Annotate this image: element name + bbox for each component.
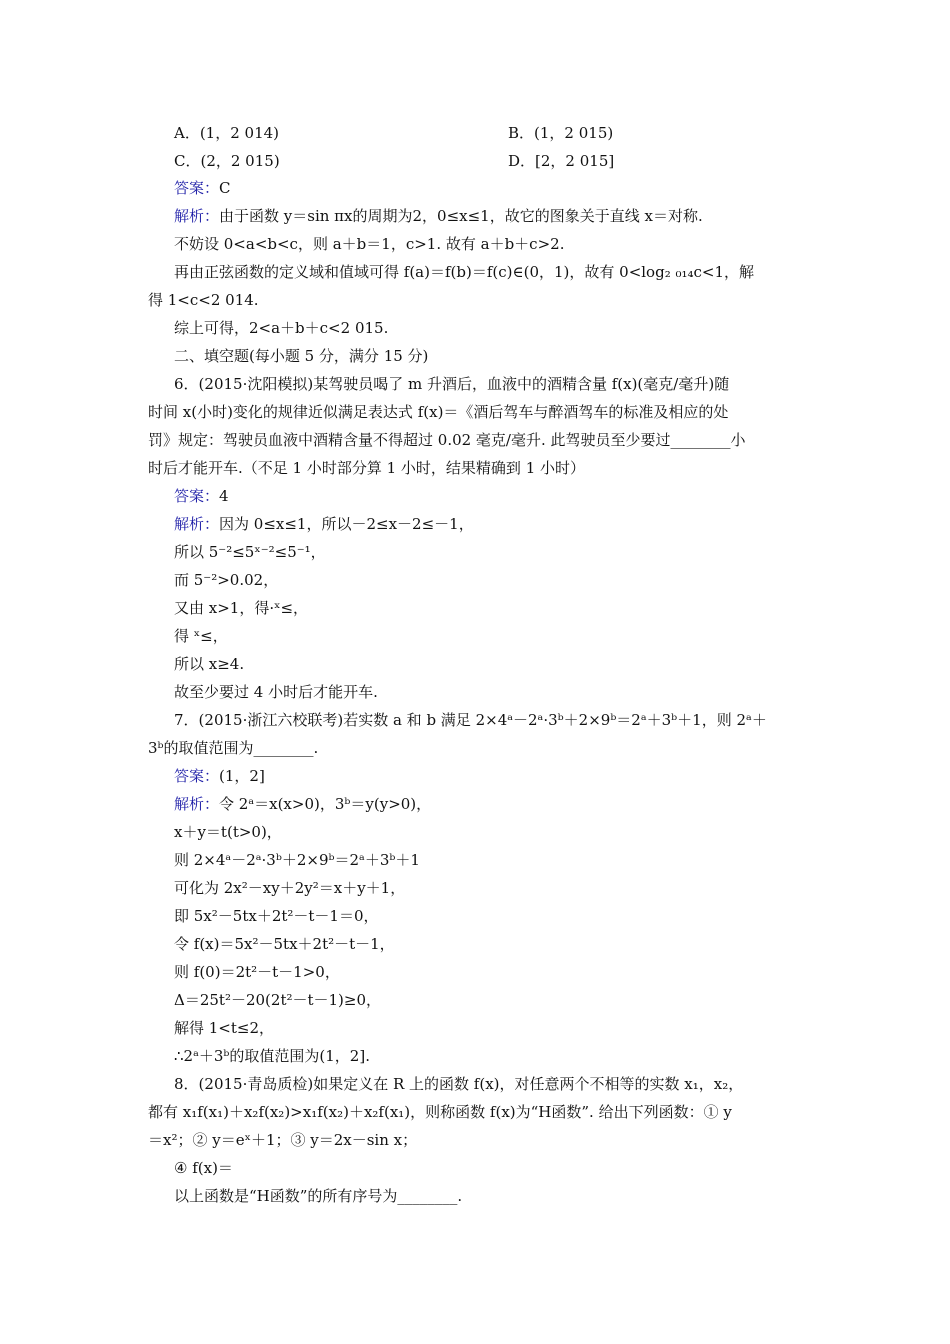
q7-analysis-line-6: 令 f(x)＝5x²－5tx＋2t²－t－1， [174, 935, 395, 953]
q8-stem-line-3: ＝x²；② y＝eˣ＋1；③ y＝2x－sin x； [148, 1131, 418, 1149]
q7-stem-line-2: 3ᵇ的取值范围为________. [148, 739, 319, 757]
analysis-text: 由于函数 y＝sin πx的周期为2，0≤x≤1，故它的图象关于直线 x＝对称. [219, 207, 703, 225]
q8-stem-line-2: 都有 x₁f(x₁)＋x₂f(x₂)>x₁f(x₂)＋x₂f(x₁)，则称函数 f(x)为“H函数”. 给出下列函数：① y [148, 1103, 732, 1121]
q5-analysis-line-2: 不妨设 0<a<b<c，则 a＋b＝1，c>1. 故有 a＋b＋c>2. [174, 235, 565, 253]
q8-stem-line-1: 8．(2015·青岛质检)如果定义在 R 上的函数 f(x)，对任意两个不相等的实数 x₁，x₂， [174, 1075, 744, 1093]
analysis-label: 解析： [174, 207, 220, 225]
q5-analysis-line-5: 综上可得，2<a＋b＋c<2 015. [174, 319, 389, 337]
q7-analysis-line-7: 则 f(0)＝2t²－t－1>0， [174, 963, 340, 981]
q7-analysis-line-9: 解得 1<t≤2， [174, 1019, 275, 1037]
answer-label: 答案： [174, 767, 220, 785]
q7-answer-line [174, 766, 265, 786]
q7-analysis-line-10: ∴2ᵃ＋3ᵇ的取值范围为(1，2]. [174, 1047, 370, 1065]
q6-analysis-line-1 [174, 514, 474, 534]
q6-analysis-line-6: 所以 x≥4. [174, 655, 245, 673]
q6-stem-line-2: 时间 x(小时)变化的规律近似满足表达式 f(x)＝《酒后驾车与醉酒驾车的标准及相应的处 [148, 403, 729, 421]
answer-value: 4 [219, 487, 229, 505]
answer-label: 答案： [174, 179, 220, 197]
q6-stem-line-4: 时后才能开车.（不足 1 小时部分算 1 小时，结果精确到 1 小时） [148, 459, 586, 477]
q7-analysis-line-2: x＋y＝t(t>0)， [174, 823, 282, 841]
answer-value: C [219, 179, 231, 197]
q6-analysis-line-4: 又由 x>1，得·ˣ≤， [174, 599, 309, 617]
analysis-label: 解析： [174, 795, 220, 813]
q6-analysis-line-7: 故至少要过 4 小时后才能开车. [174, 683, 378, 701]
option-b: B．(1，2 015) [508, 124, 614, 142]
q6-stem-line-3: 罚》规定：驾驶员血液中酒精含量不得超过 0.02 毫克/毫升. 此驾驶员至少要过________小 [148, 431, 746, 449]
q5-answer-line [174, 178, 231, 198]
q7-analysis-line-8: Δ＝25t²－20(2t²－t－1)≥0， [174, 991, 382, 1009]
q6-analysis-line-2: 所以 5⁻²≤5ˣ⁻²≤5⁻¹， [174, 543, 326, 561]
analysis-text: 令 2ᵃ＝x(x>0)，3ᵇ＝y(y>0)， [219, 795, 432, 813]
q6-stem-line-1: 6．(2015·沈阳模拟)某驾驶员喝了 m 升酒后，血液中的酒精含量 f(x)(毫克/毫升)随 [174, 375, 730, 393]
q5-analysis-line-3: 再由正弦函数的定义域和值域可得 f(a)＝f(b)＝f(c)∈(0，1)，故有 0<log₂ ₀₁₄c<1，解 [174, 263, 755, 281]
q6-analysis-line-3: 而 5⁻²>0.02， [174, 571, 279, 589]
section-heading: 二、填空题(每小题 5 分，满分 15 分) [174, 347, 429, 365]
q7-stem-line-1: 7．(2015·浙江六校联考)若实数 a 和 b 满足 2×4ᵃ－2ᵃ·3ᵇ＋2×9ᵇ＝2ᵃ＋3ᵇ＋1，则 2ᵃ＋ [174, 711, 767, 729]
q7-analysis-line-3: 则 2×4ᵃ－2ᵃ·3ᵇ＋2×9ᵇ＝2ᵃ＋3ᵇ＋1 [174, 851, 420, 869]
q7-analysis-line-1 [174, 794, 431, 814]
option-c: C．(2，2 015) [174, 152, 280, 170]
q7-analysis-line-5: 即 5x²－5tx＋2t²－t－1＝0， [174, 907, 379, 925]
q5-analysis-line-1 [174, 206, 703, 226]
option-a: A．(1，2 014) [174, 124, 280, 142]
q8-stem-line-4: ④ f(x)＝ [174, 1159, 233, 1177]
option-d: D．[2，2 015] [508, 152, 615, 170]
answer-value: (1，2] [219, 767, 265, 785]
answer-label: 答案： [174, 487, 220, 505]
q6-analysis-line-5: 得 ˣ≤， [174, 627, 228, 645]
analysis-text: 因为 0≤x≤1，所以－2≤x－2≤－1， [219, 515, 474, 533]
q8-stem-line-5: 以上函数是“H函数”的所有序号为________. [174, 1187, 463, 1205]
q7-analysis-line-4: 可化为 2x²－xy＋2y²＝x＋y＋1， [174, 879, 406, 897]
q5-analysis-line-4: 得 1<c<2 014. [148, 291, 259, 309]
q6-answer-line [174, 486, 229, 506]
analysis-label: 解析： [174, 515, 220, 533]
